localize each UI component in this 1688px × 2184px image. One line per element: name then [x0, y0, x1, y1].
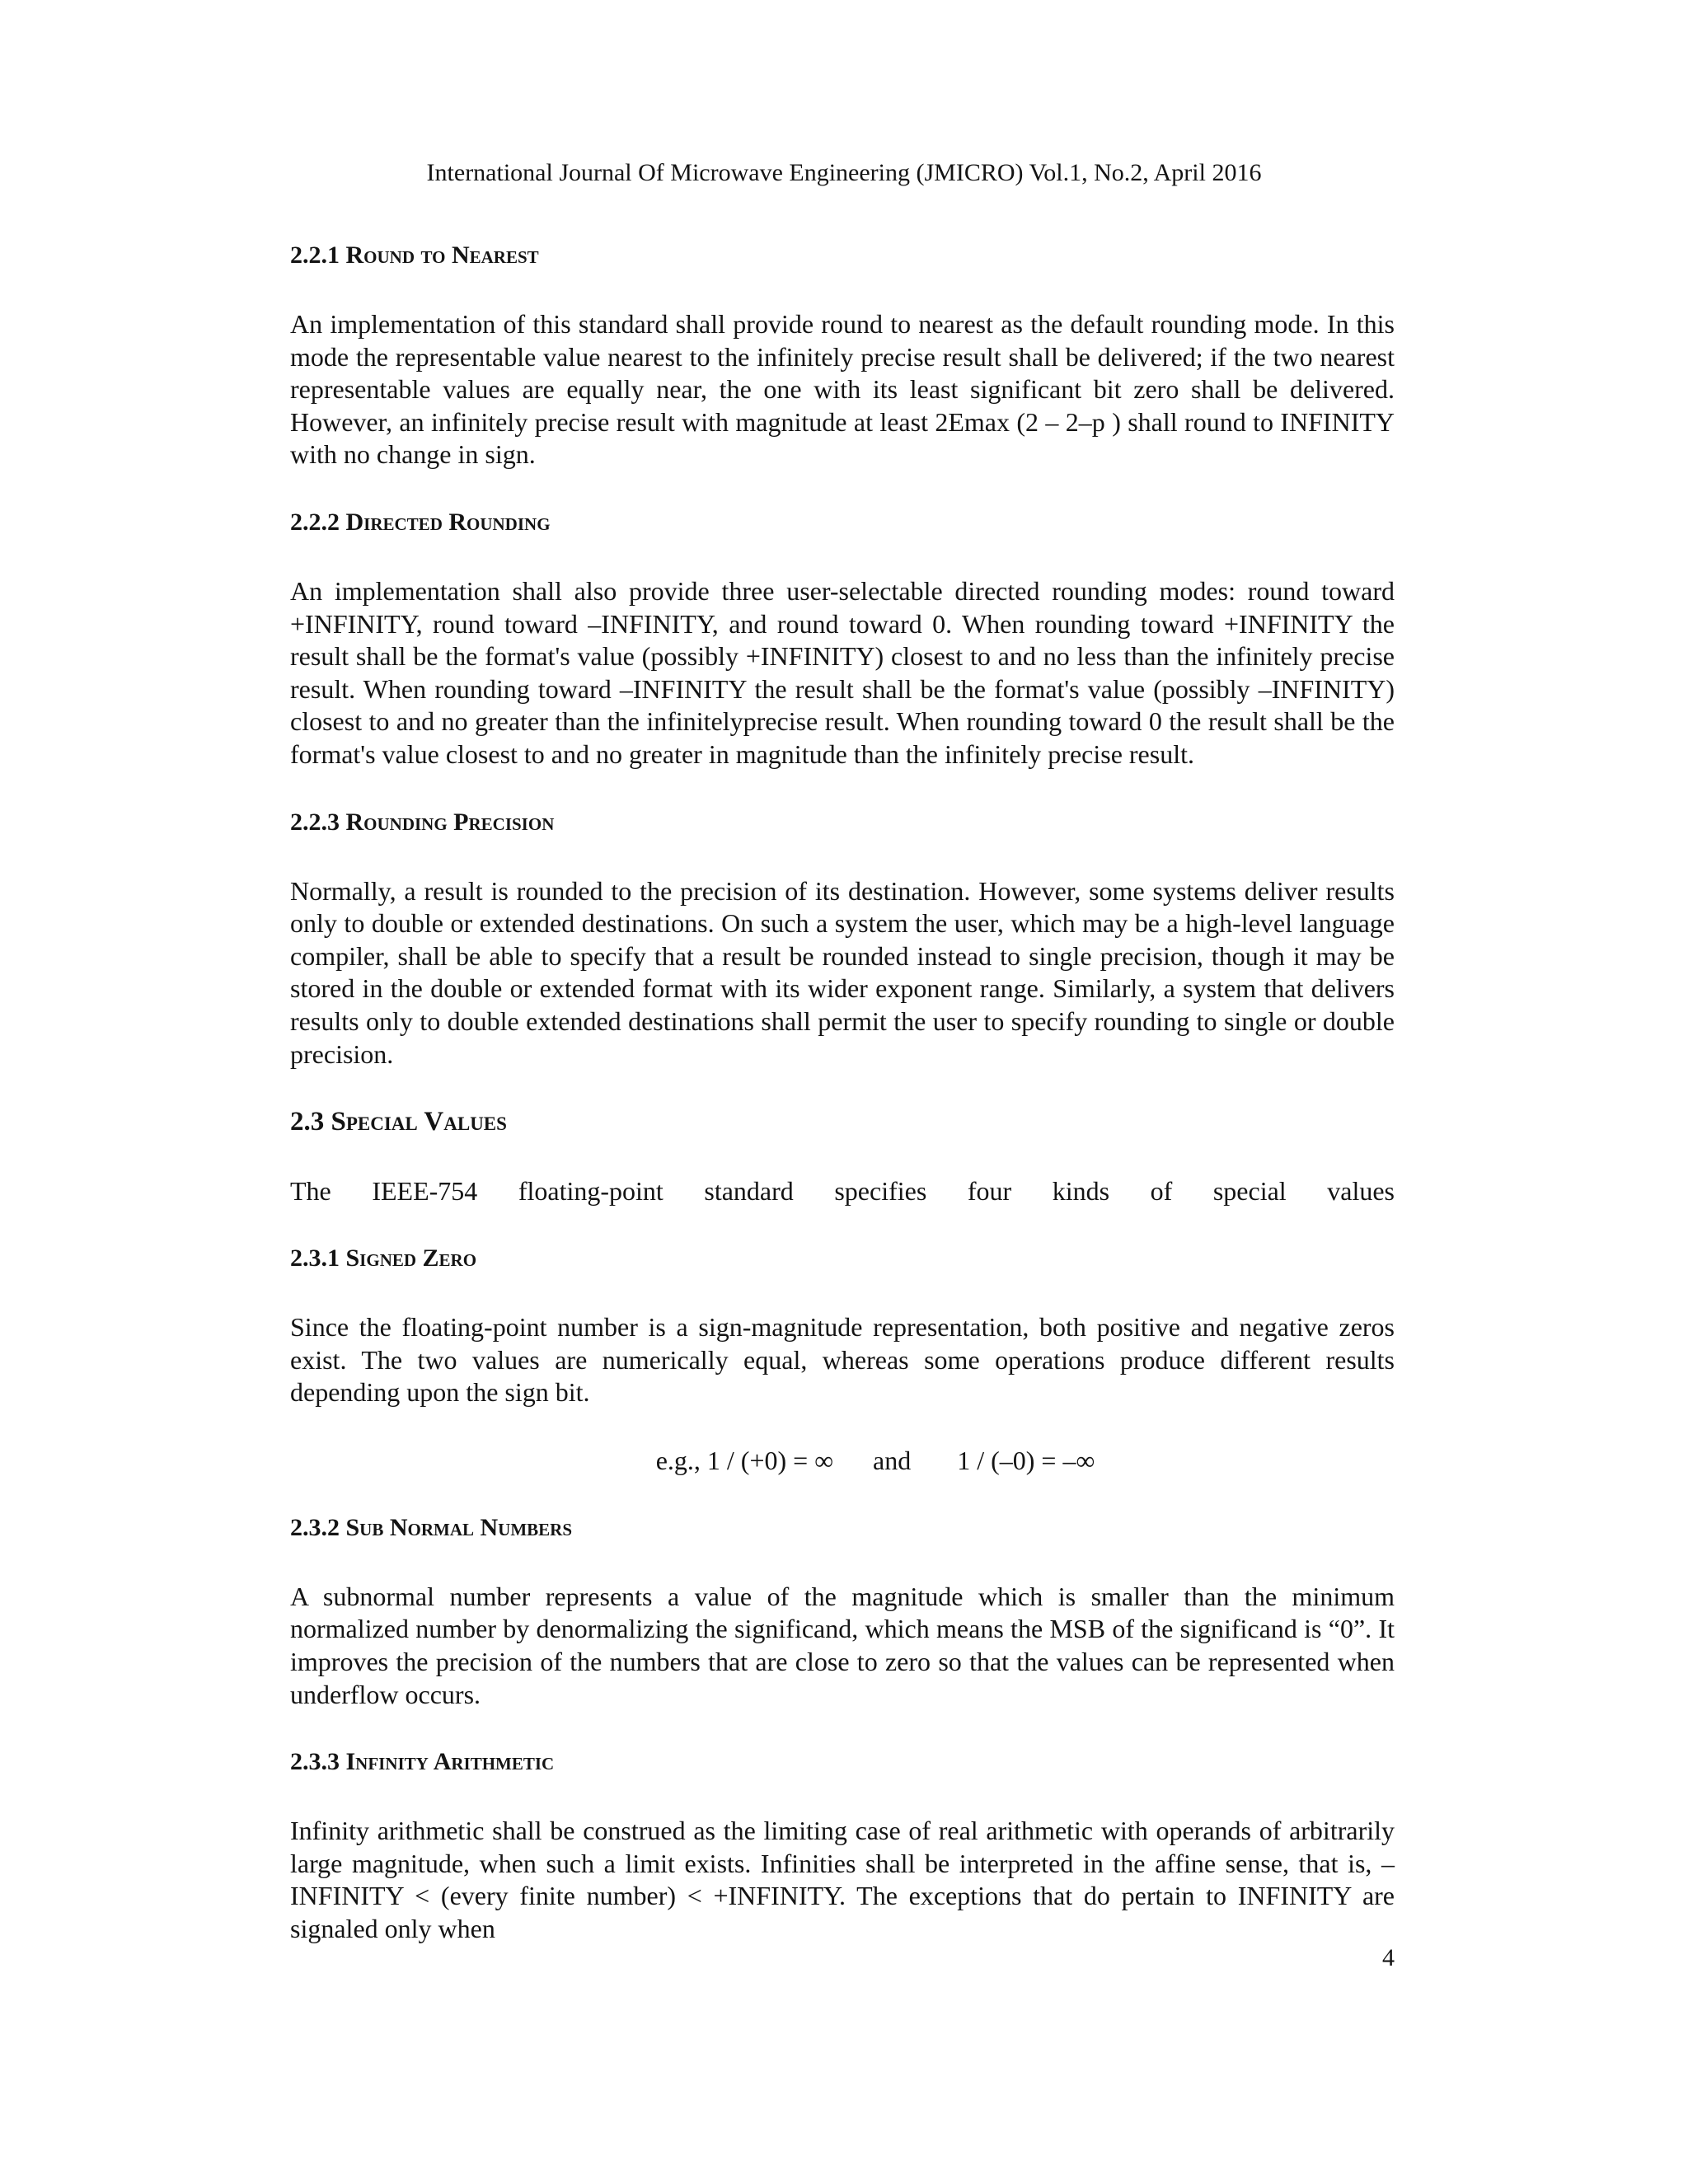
section-heading-2-3-3: 2.3.3 Infinity Arithmetic [290, 1748, 555, 1776]
word: special [1212, 1176, 1287, 1207]
paragraph-special-values [290, 1174, 1395, 1207]
word: specifies [834, 1176, 927, 1207]
word: IEEE-754 [372, 1176, 478, 1207]
word: kinds [1052, 1176, 1110, 1207]
word: of [1150, 1176, 1173, 1207]
page-content [290, 239, 1395, 1946]
section-heading-2-3-1: 2.3.1 Signed Zero [290, 1244, 477, 1272]
section-heading-2-2-3: 2.2.3 Rounding Precision [290, 808, 555, 836]
page-number: 4 [1382, 1944, 1395, 1971]
word: The [290, 1176, 331, 1207]
word: values [1327, 1176, 1395, 1207]
section-heading-2-3-2: 2.3.2 Sub Normal Numbers [290, 1513, 573, 1541]
paragraph-signed-zero: Since the floating-point number is a sign-magnitude representation, both positive and negative zeros exist. The two values are numerically equal, whereas some operations produce different results depending upon the sign bit. [290, 1312, 1395, 1408]
running-head: International Journal Of Microwave Engineering (JMICRO) Vol.1, No.2, April 2016 [426, 159, 1262, 186]
paragraph-round-to-nearest: An implementation of this standard shall provide round to nearest as the default rounding mode. In this mode the representable value nearest to the infinitely precise result shall be delivered; if the two nearest representable values are equally near, the one with its least significant bit zero shall be delivered. However, an infinitely precise result with magnitude at least 2Emax (2 – 2–p ) shall round to INFINITY with no change in sign. [290, 309, 1395, 470]
equation-left: e.g., 1 / (+0) = ∞ [655, 1445, 834, 1475]
paragraph-infinity-arithmetic: Infinity arithmetic shall be construed as the limiting case of real arithmetic with operands of arbitrarily large magnitude, when such a limit exists. Infinities shall be interpreted in the affine sense, that is, –INFINITY < (every finite number) < +INFINITY. The exceptions that do pertain to INFINITY are signaled only when [290, 1816, 1395, 1944]
equation-and: and [873, 1445, 912, 1475]
section-heading-2-2-1: 2.2.1 Round to Nearest [290, 241, 539, 269]
paragraph-subnormal-numbers: A subnormal number represents a value of the magnitude which is smaller than the minimum normalized number by denormalizing the significand, which means the MSB of the significand is “0”. It improves the precision of the numbers that are close to zero so that the values can be represented when underflow occurs. [290, 1581, 1395, 1709]
section-heading-2-2-2: 2.2.2 Directed Rounding [290, 508, 551, 536]
section-heading-2-3: 2.3 Special Values [290, 1107, 507, 1137]
equation-signed-zero [290, 1444, 1395, 1477]
word: four [967, 1176, 1012, 1207]
word: floating-point [518, 1176, 663, 1207]
equation-right: 1 / (–0) = –∞ [957, 1445, 1095, 1475]
paragraph-directed-rounding: An implementation shall also provide three user-selectable directed rounding modes: round toward +INFINITY, round toward –INFINITY, and round toward 0. When rounding toward +INFINITY the result shall be the format's value (possibly +INFINITY) closest to and no less than the infinitely precise result. When rounding toward –INFINITY the result shall be the format's value (possibly –INFINITY) closest to and no greater than the infinitelyprecise result. When rounding toward 0 the result shall be the format's value closest to and no greater in magnitude than the infinitely precise result. [290, 575, 1395, 769]
word: standard [704, 1176, 794, 1207]
paragraph-rounding-precision: Normally, a result is rounded to the precision of its destination. However, some systems deliver results only to double or extended destinations. On such a system the user, which may be a high-level language compiler, shall be able to specify that a result be rounded instead to single precision, though it may be stored in the double or extended format with its wider exponent range. Similarly, a system that delivers results only to double extended destinations shall permit the user to specify rounding to single or double precision. [290, 875, 1395, 1069]
